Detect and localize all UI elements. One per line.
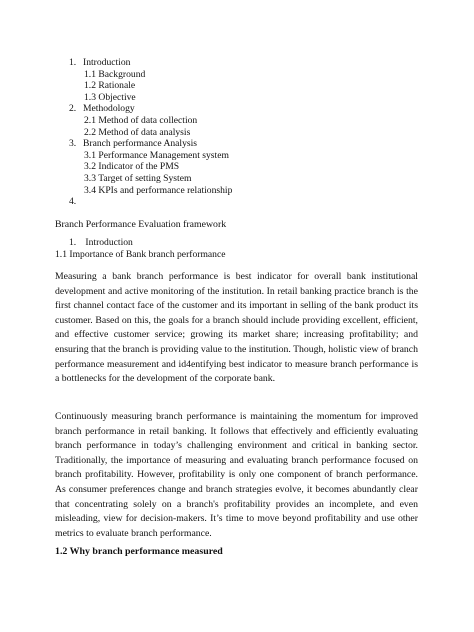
toc-item-number: 3.	[69, 138, 77, 150]
paragraph-measuring: Measuring a bank branch performance is best indicator for overall bank institutional development and active monitoring of the institution. In retail banking practice branch is the first channel contact face of the customer and its important in selling of the bank product its customer. Based on this, the goals for a branch should include providing excellent, efficient, and effective customer service; growing its market share; increasing profitability; and ensuring that the branch is providing value to the institution. Though, holistic view of branch performance measurement and id4entifying best indicator to measure branch performance is a bottlenecks for the development of the corporate bank.	[55, 271, 418, 385]
toc-item-number: 1.	[69, 57, 77, 68]
toc-subitem: 1.2 Rationale	[84, 80, 136, 92]
intro-label: Introduction	[85, 237, 133, 248]
paragraph-continuously: Continuously measuring branch performance is maintaining the momentum for improved branch performance in retail banking. It follows that effectively and efficiently evaluating branch performance in today’s challenging environment and critical in banking sector. Traditionally, the importance of measuring and evaluating branch performance focused on branch profitability. However, profitability is only one component of branch performance. As consumer preferences change and branch strategies evolve, it becomes abundantly clear that concentrating solely on a branch's profitability provides an incomplete, and even misleading, view for decision-makers. It’s time to move beyond profitability and use other metrics to evaluate branch performance.	[55, 411, 418, 539]
toc-subitem: 3.3 Target of setting System	[84, 172, 192, 184]
toc-item	[69, 138, 369, 150]
toc-subitem: 3.4 KPIs and performance relationship	[84, 184, 233, 196]
toc-subitem: 1.3 Objective	[84, 91, 136, 103]
framework-title: Branch Performance Evaluation framework	[55, 219, 227, 230]
toc-item	[69, 57, 369, 69]
toc-item-label: Introduction	[83, 57, 131, 68]
toc-item-label: Branch performance Analysis	[83, 138, 198, 150]
toc-subitem: 3.1 Performance Management system	[84, 149, 229, 161]
toc-item-label: Methodology	[83, 103, 135, 115]
toc-subitem: 2.1 Method of data collection	[84, 114, 198, 126]
intro-list-item	[69, 237, 133, 248]
intro-number: 1.	[69, 237, 77, 248]
table-of-contents	[69, 57, 369, 208]
toc-item	[69, 196, 369, 208]
section-heading: 1.2 Why branch performance measured	[55, 546, 223, 557]
toc-subitem: 3.2 Indicator of the PMS	[84, 161, 180, 173]
toc-item-number: 2.	[69, 103, 77, 115]
toc-subitem: 1.1 Background	[84, 68, 146, 80]
importance-heading: 1.1 Importance of Bank branch performance	[55, 249, 226, 260]
toc-item-number: 4.	[69, 196, 77, 208]
toc-item	[69, 103, 369, 115]
toc-subitem: 2.2 Method of data analysis	[84, 126, 191, 138]
